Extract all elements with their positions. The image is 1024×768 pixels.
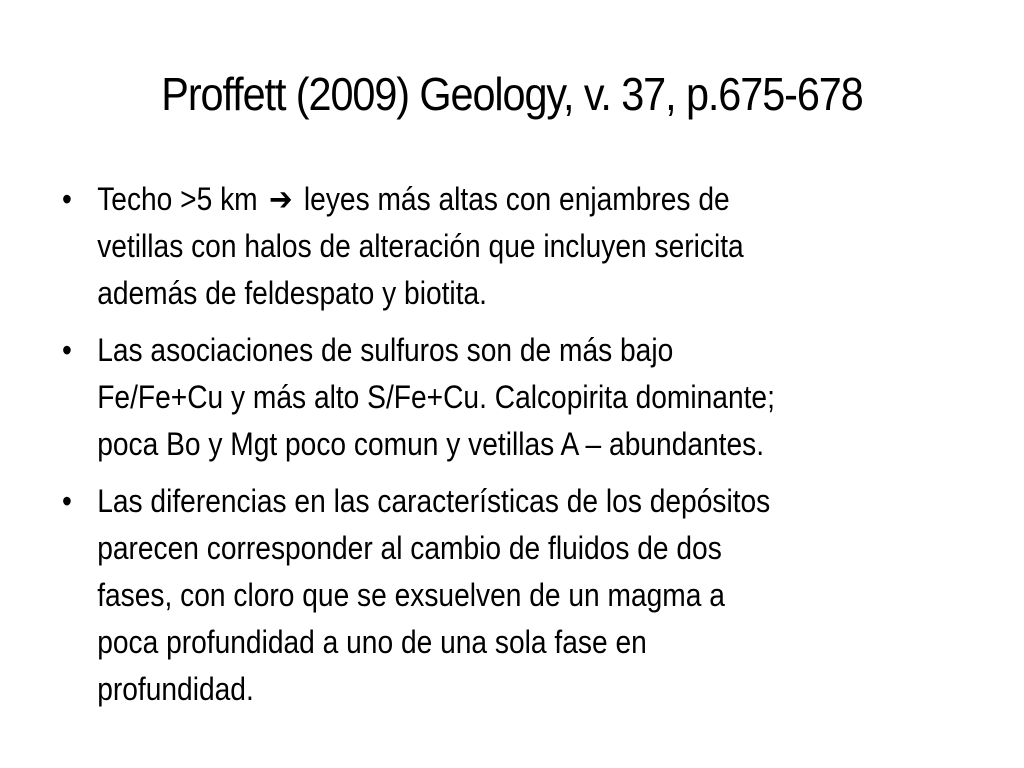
bullet-item-1 [62,176,977,317]
bullet-1-line-2: vetillas con halos de alteración que incluyen sericita [97,228,744,264]
bullet-1-line-1-end: leyes más altas con enjambres de [303,181,730,217]
bullet-list [62,176,1022,723]
bullet-3-line-1: Las diferencias en las características de los depósitos [97,483,771,519]
bullet-item-3 [62,478,977,713]
bullet-1-line-1-start: Techo >5 km [97,181,258,217]
bullet-2-line-3: poca Bo y Mgt poco comun y vetillas A – abundantes. [97,426,765,462]
bullet-1-line-3: además de feldespato y biotita. [97,275,487,311]
bullet-dot: • [62,483,72,519]
bullet-3-line-5: profundidad. [97,671,254,707]
bullet-3-line-3: fases, con cloro que se exsuelven de un magma a [97,577,725,613]
bullet-3-line-4: poca profundidad a uno de una sola fase en [97,624,647,660]
bullet-dot: • [62,332,72,368]
slide-title: Proffett (2009) Geology, v. 37, p.675-678 [161,68,863,120]
bullet-dot: • [62,181,72,217]
bullet-3-line-2: parecen corresponder al cambio de fluidos de dos [97,530,722,566]
bullet-2-line-1: Las asociaciones de sulfuros son de más bajo [97,332,674,368]
right-arrow-icon: ➔ [268,181,293,217]
bullet-item-2 [62,327,977,468]
bullet-2-line-2: Fe/Fe+Cu y más alto S/Fe+Cu. Calcopirita dominante; [97,379,775,415]
